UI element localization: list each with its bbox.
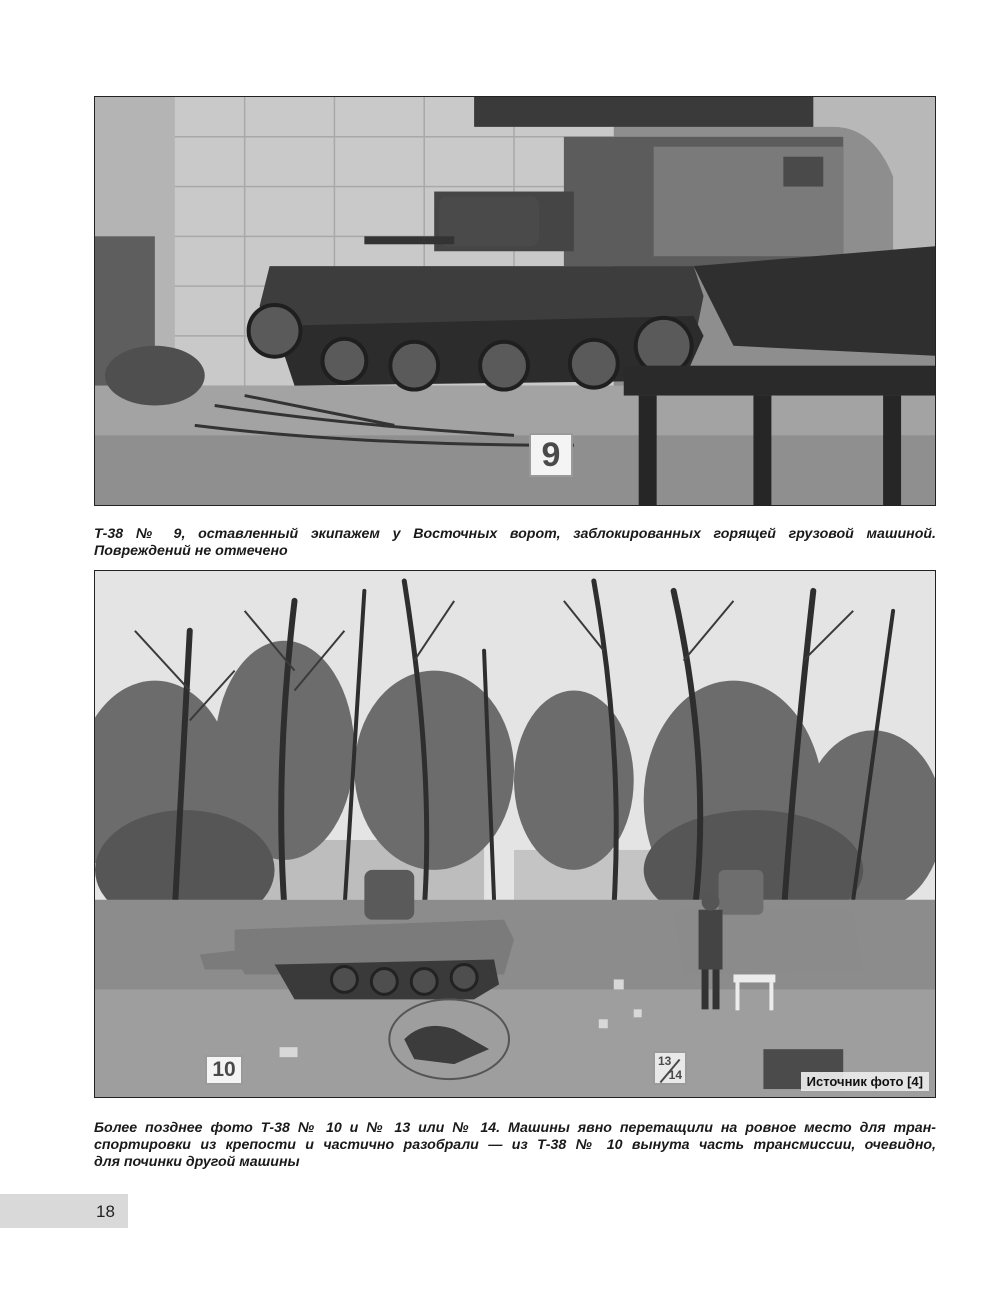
- photo-fraction-badge: [653, 1051, 687, 1085]
- caption-line: Повреждений не отмечено: [94, 543, 288, 559]
- photo-caption-1: [94, 526, 936, 560]
- photo-tanks-image: [95, 571, 935, 1097]
- photo-caption-2: [94, 1120, 936, 1171]
- page-number-tab: [0, 1194, 128, 1228]
- fraction-top: 13: [658, 1054, 672, 1068]
- photo-number-badge: 9: [529, 433, 573, 477]
- page-number: 18: [96, 1202, 115, 1221]
- photo-tank-t38-no9: [94, 96, 936, 506]
- fraction-bottom: 14: [668, 1068, 682, 1082]
- caption-line: Более позднее фото Т-38 № 10 и № 13 или № 14. Машины явно перетащили на ровное место для тран-: [94, 1120, 936, 1136]
- photo-number-badge: 10: [205, 1055, 243, 1085]
- caption-line: спортировки из крепости и частично разобрали — из Т-38 № 10 вынута часть трансмиссии, очевидно,: [94, 1137, 936, 1153]
- caption-line: Т-38 № 9, оставленный экипажем у Восточных ворот, заблокированных горящей грузовой машиной.: [94, 526, 936, 542]
- caption-line: для починки другой машины: [94, 1154, 300, 1170]
- photo-source-credit: Источник фото [4]: [801, 1072, 929, 1091]
- photo-tanks-t38-no10-no13-14: [94, 570, 936, 1098]
- photo-tank-t38-no9-image: [95, 97, 935, 505]
